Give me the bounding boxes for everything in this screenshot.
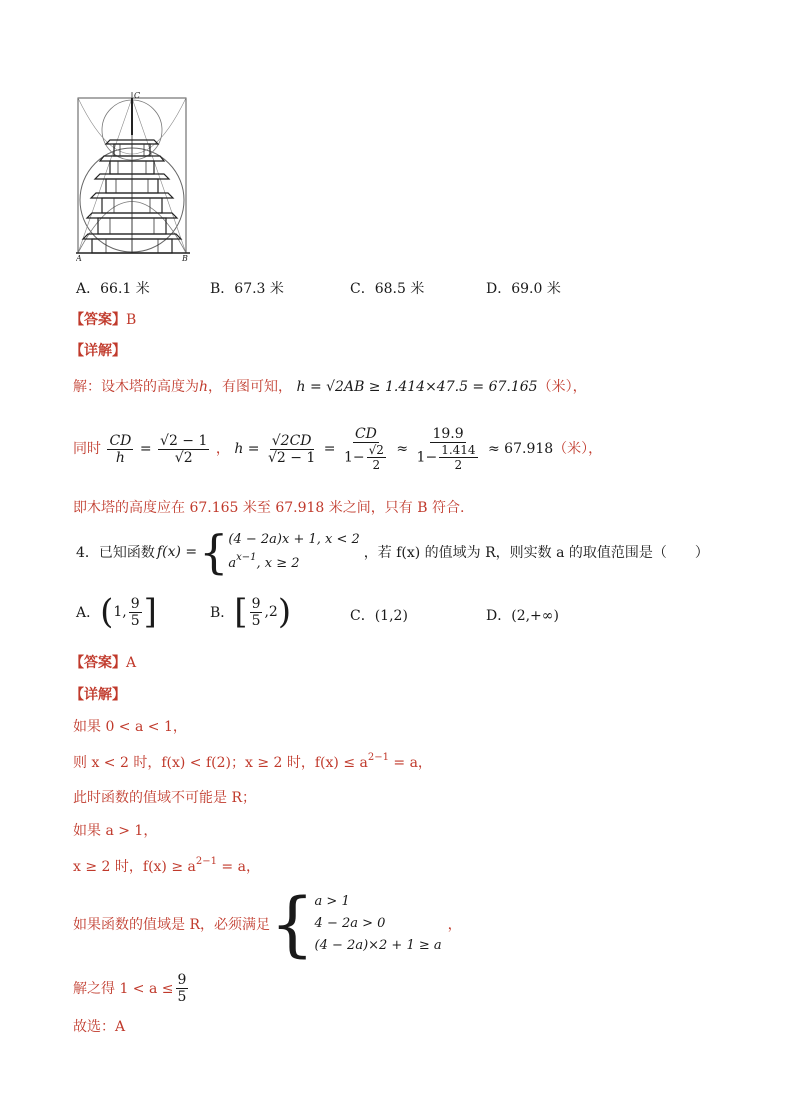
frac-cd-h: $\frac{CD}{h}$ (109, 432, 132, 466)
q3-choice-b: B．67.3 米 (210, 281, 284, 297)
frac-sqrt2: $\frac{√2 - 1}{√2}$ (160, 432, 208, 466)
q4-detail-tag: 【详解】 (70, 687, 126, 703)
q3-detail-line2: 同时 $\frac{CD}{h}$ = $\frac{√2 - 1}{√2}$ ， h = $\frac{√2CD}{√2 - 1}$ = CD 1− $\frac{√2}{2}$ ≈ 19.9 1− $\frac{1.414}{2}$ ≈ 67.918（米）， (73, 426, 603, 472)
q4-answer: 【答案】A (70, 655, 137, 671)
inequality-system: a > 1 4 − 2a > 0 (4 − 2a)×2 + 1 ≥ a (314, 894, 442, 953)
q4-line1: 如果 0 < a < 1， (73, 719, 187, 735)
q3-choice-d: D．69.0 米 (486, 281, 561, 297)
q4-choice-c: C．(1,2) (350, 608, 408, 624)
q4-choice-a: A． ( 1, $\frac{9}{5}$ ] (76, 592, 157, 632)
piecewise-brace: { (199, 525, 229, 579)
q4-line7: 解之得 1 < a ≤ $\frac{9}{5}$ (73, 971, 187, 1005)
frac-sqrt2cd: $\frac{√2CD}{√2 - 1}$ (267, 432, 316, 466)
label-b: B (182, 254, 188, 262)
q4-line2: 则 x < 2 时，f(x) < f(2)；x ≥ 2 时，$f(x) \le a^{2-1} = a$， (73, 752, 432, 771)
label-c: C (134, 91, 141, 100)
q3-detail-tag: 【详解】 (70, 343, 126, 359)
frac-cd-complex: CD 1− $\frac{√2}{2}$ (343, 426, 384, 472)
q3-choice-a: A．66.1 米 (76, 281, 150, 297)
q4-line5: x ≥ 2 时，$f(x) \ge a^{2-1} = a$， (73, 856, 260, 875)
q3-detail-line1: 解：设木塔的高度为h，有图可知， h = √2AB ≥ 1.414×47.5 = 67.165（米）， (73, 379, 587, 395)
piecewise-cases: (4 − 2a)x + 1, x < 2 $a^{x-1}$, x ≥ 2 (228, 532, 360, 571)
q4-line4: 如果 a > 1， (73, 823, 158, 839)
q4-choice-d: D．(2,+∞) (486, 608, 559, 624)
frac-numeric: 19.9 1− $\frac{1.414}{2}$ (416, 426, 476, 472)
label-a: A (76, 254, 82, 262)
q3-conclusion: 即木塔的高度应在 67.165 米至 67.918 米之间，只有 B 符合. (73, 500, 465, 516)
pagoda-diagram (76, 90, 190, 262)
q3-choice-c: C．68.5 米 (350, 281, 425, 297)
q4-stem: 4．已知函数 f(x) = { (4 − 2a)x + 1, x < 2 $a^{x-1}$, x ≥ 2 ，若 f(x) 的值域为 R，则实数 a 的取值范围是（ ） (76, 525, 709, 579)
pagoda-figure (76, 90, 190, 262)
system-brace: { (270, 883, 315, 965)
q4-line3: 此时函数的值域不可能是 R； (73, 790, 256, 806)
q4-line6: 如果函数的值域是 R，必须满足 { a > 1 4 − 2a > 0 (4 − 2a)×2 + 1 ≥ a ， (73, 883, 462, 965)
q4-choice-b: B． [ $\frac{9}{5}$ ,2 ) (210, 592, 292, 632)
q4-line8: 故选：A (73, 1019, 126, 1035)
q3-answer: 【答案】B (70, 312, 137, 328)
